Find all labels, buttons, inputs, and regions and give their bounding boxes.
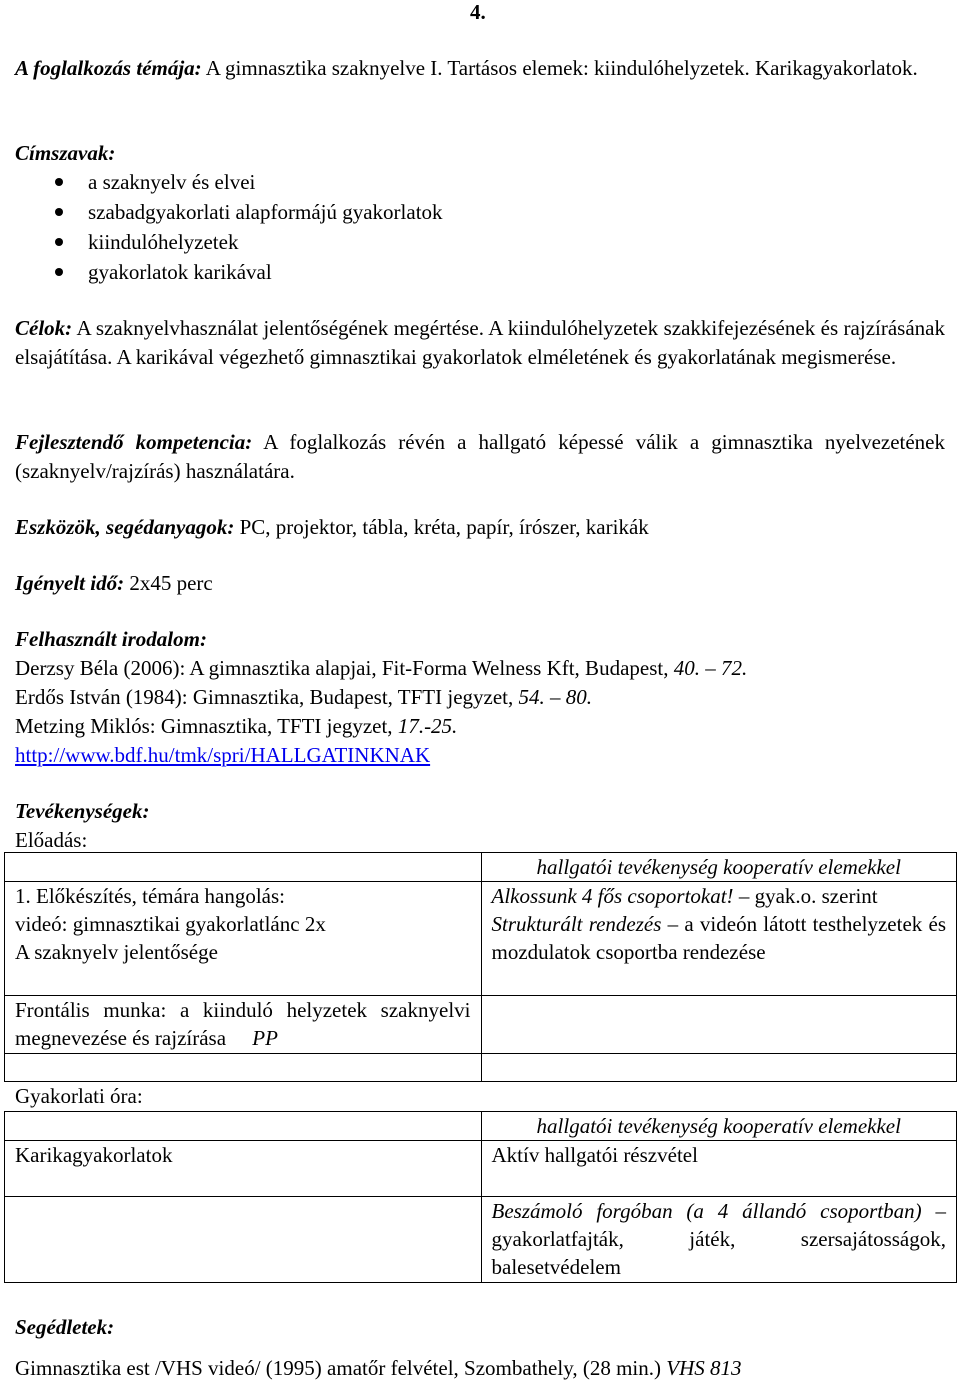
list-item: gyakorlatok karikával: [15, 258, 945, 288]
tools-paragraph: [15, 513, 945, 542]
lecture-label: Előadás:: [15, 828, 88, 852]
literature-section: [15, 625, 945, 770]
competence-text: A foglalkozás révén a hallgató képessé válik a gimnasztika nyelvezetének (szaknyelv/rajzírás) használatára.: [15, 430, 946, 483]
activities-section: [15, 797, 945, 855]
time-paragraph: [15, 569, 945, 598]
aids-text: Gimnasztika est /VHS videó/ (1995) amatőr felvétel, Szombathely, (28 min.) VHS 813: [15, 1356, 742, 1380]
page-number: 4.: [470, 0, 486, 24]
table-cell: [5, 1054, 482, 1082]
coop-header: hallgatói tevékenység kooperatív elemekkel: [481, 853, 957, 882]
practice-table: [4, 1111, 957, 1283]
table-cell: Frontális munka: a kiinduló helyzetek szaknyelvi megnevezése és rajzírása PP: [5, 996, 482, 1054]
literature-label: Felhasznált irodalom:: [15, 627, 207, 651]
literature-item: Derzsy Béla (2006): A gimnasztika alapjai, Fit-Forma Welness Kft, Budapest, 40. – 72.: [15, 656, 748, 680]
keywords-label: Címszavak:: [15, 141, 116, 165]
time-text: 2x45 perc: [129, 571, 213, 595]
goals-text: A szaknyelvhasználat jelentőségének megértése. A kiindulóhelyzetek szakkifejezésének és rajzírásának elsajátítása. A karikával végezhető gimnasztikai gyakorlatok elméletének és gyakorlatának megismerése.: [15, 316, 945, 369]
bullet-icon: [55, 208, 63, 216]
table-cell: [481, 1054, 957, 1082]
literature-item: Erdős István (1984): Gimnasztika, Budapest, TFTI jegyzet, 54. – 80.: [15, 685, 593, 709]
competence-paragraph: [15, 428, 945, 486]
coop-header: hallgatói tevékenység kooperatív elemekkel: [481, 1112, 957, 1141]
aids-label: Segédletek:: [15, 1315, 115, 1339]
tools-label: Eszközök, segédanyagok:: [15, 515, 235, 539]
table-cell: Beszámoló forgóban (a 4 állandó csoportban) – gyakorlatfajták, játék, szersajátosságok, balesetvédelem: [481, 1197, 957, 1283]
practice-label: Gyakorlati óra:: [15, 1084, 143, 1108]
topic-text: A gimnasztika szaknyelve I. Tartásos elemek: kiindulóhelyzetek. Karikagyakorlatok.: [205, 56, 918, 80]
table-cell: Aktív hallgatói részvétel: [481, 1141, 957, 1197]
topic-paragraph: [15, 54, 945, 83]
table-cell: [5, 1112, 482, 1141]
list-item: szabadgyakorlati alapformájú gyakorlatok: [15, 198, 945, 228]
goals-paragraph: [15, 314, 945, 372]
keywords-section: [15, 139, 945, 288]
bullet-icon: [55, 178, 63, 186]
tools-text: PC, projektor, tábla, kréta, papír, írószer, karikák: [239, 515, 649, 539]
literature-link[interactable]: http://www.bdf.hu/tmk/spri/HALLGATINKNAK: [15, 743, 431, 767]
list-item: kiindulóhelyzetek: [15, 228, 945, 258]
table-cell: 1. Előkészítés, témára hangolás: videó: gimnasztikai gyakorlatlánc 2x A szaknyelv jelentősége: [5, 882, 482, 996]
table-cell: [481, 996, 957, 1054]
keywords-list: [15, 168, 945, 288]
table-cell: Karikagyakorlatok: [5, 1141, 482, 1197]
list-item: a szaknyelv és elvei: [15, 168, 945, 198]
table-cell: [5, 1197, 482, 1283]
literature-item: Metzing Miklós: Gimnasztika, TFTI jegyzet, 17.-25.: [15, 714, 458, 738]
table-cell: Alkossunk 4 fős csoportokat! – gyak.o. szerint Strukturált rendezés – a videón látott testhelyzetek és mozdulatok csoportba rendezése: [481, 882, 957, 996]
activities-label: Tevékenységek:: [15, 799, 150, 823]
table-cell: [5, 853, 482, 882]
time-label: Igényelt idő:: [15, 571, 125, 595]
topic-label: A foglalkozás témája:: [15, 56, 202, 80]
lecture-table: [4, 852, 957, 1082]
competence-label: Fejlesztendő kompetencia:: [15, 430, 253, 454]
bullet-icon: [55, 238, 63, 246]
goals-label: Célok:: [15, 316, 73, 340]
aids-section: [15, 1313, 945, 1383]
bullet-icon: [55, 268, 63, 276]
